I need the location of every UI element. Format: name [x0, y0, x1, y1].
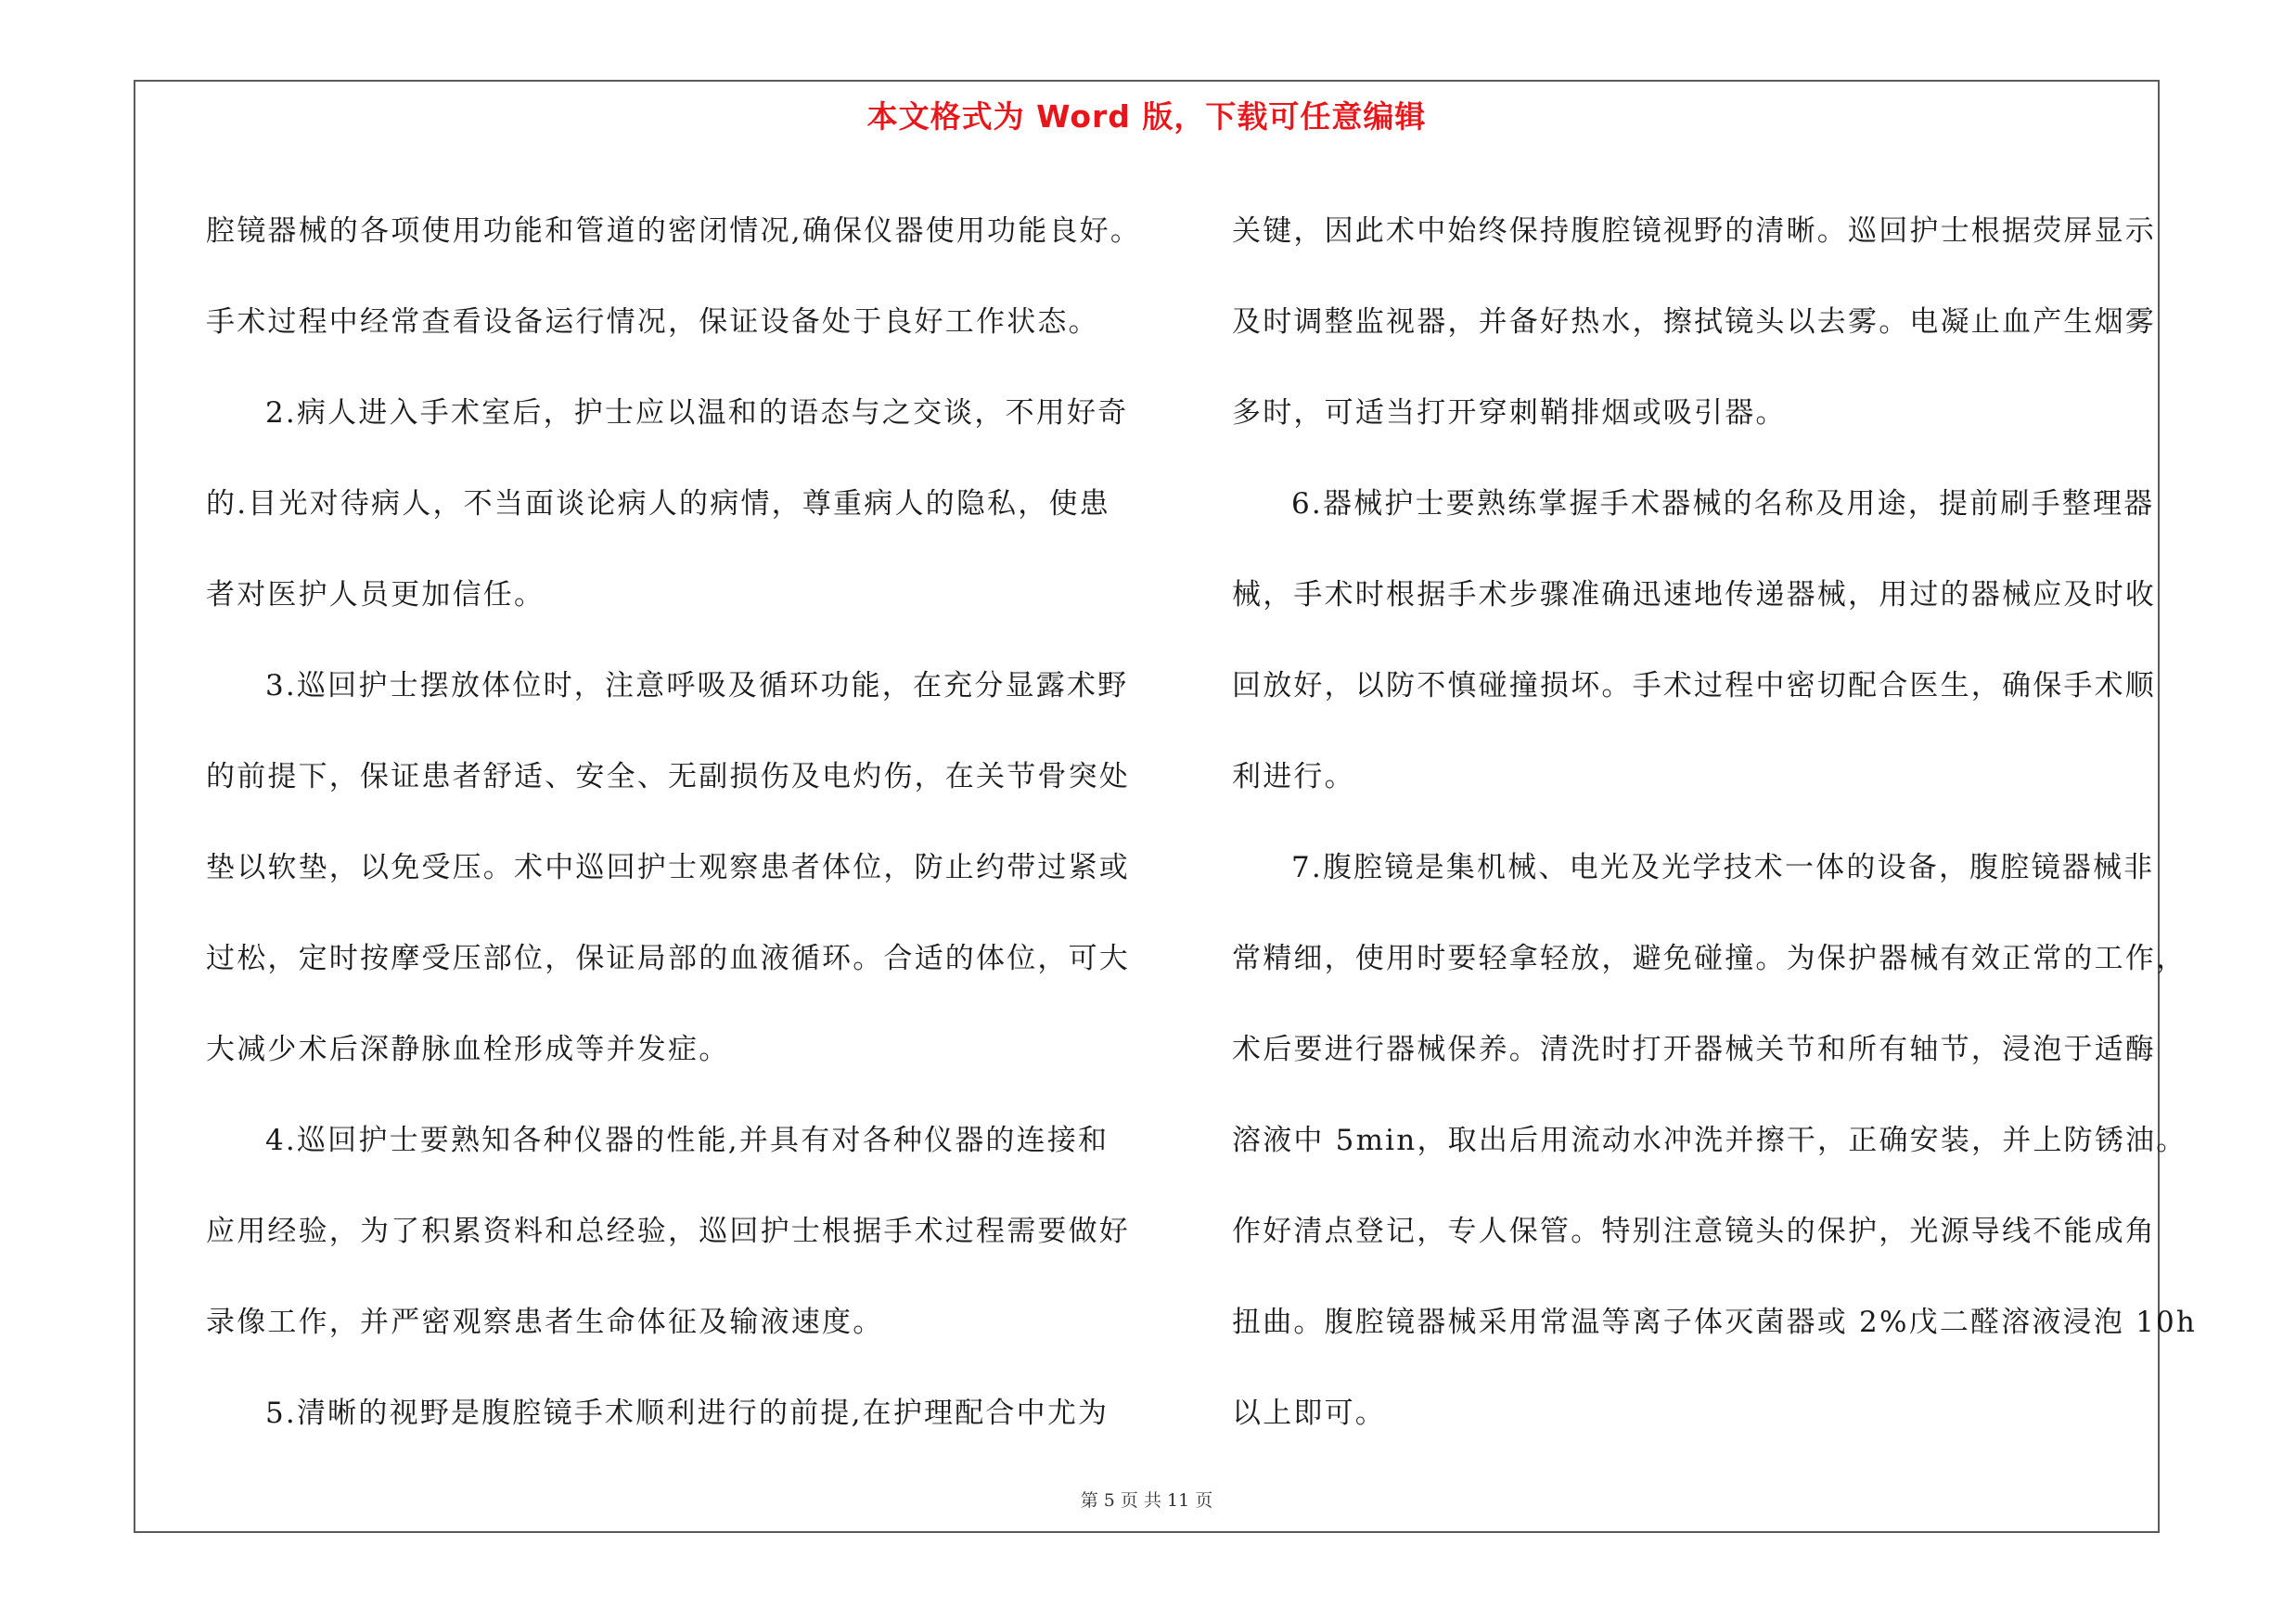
- text-line: 的.目光对待病人，不当面谈论病人的病情，尊重病人的隐私，使患: [206, 487, 1110, 521]
- text-line: 术后要进行器械保养。清洗时打开器械关节和所有轴节，浸泡于适酶: [1232, 1033, 2156, 1066]
- text-line: 大减少术后深静脉血栓形成等并发症。: [206, 1033, 730, 1066]
- text-line: 械，手术时根据手术步骤准确迅速地传递器械，用过的器械应及时收: [1232, 578, 2156, 612]
- text-line: 应用经验，为了积累资料和总经验，巡回护士根据手术过程需要做好: [206, 1215, 1130, 1248]
- text-line: 的前提下，保证患者舒适、安全、无副损伤及电灼伤，在关节骨突处: [206, 760, 1130, 793]
- text-line: 多时，可适当打开穿刺鞘排烟或吸引器。: [1232, 396, 1787, 430]
- text-line: 及时调整监视器，并备好热水，擦拭镜头以去雾。电凝止血产生烟雾: [1232, 305, 2156, 339]
- text-line: 手术过程中经常查看设备运行情况，保证设备处于良好工作状态。: [206, 305, 1099, 339]
- text-line: 6.器械护士要熟练掌握手术器械的名称及用途，提前刷手整理器: [1291, 487, 2155, 521]
- right-text-column: [1232, 186, 2198, 1459]
- text-line: 3.巡回护士摆放体位时，注意呼吸及循环功能，在充分显露术野: [265, 669, 1129, 702]
- text-line: 以上即可。: [1232, 1397, 1386, 1430]
- text-line: 关键，因此术中始终保持腹腔镜视野的清晰。巡回护士根据荧屏显示: [1232, 214, 2156, 248]
- text-line: 扭曲。腹腔镜器械采用常温等离子体灭菌器或 2%戊二醛溶液浸泡 10h: [1232, 1306, 2198, 1339]
- text-line: 4.巡回护士要熟知各种仪器的性能,并具有对各种仪器的连接和: [265, 1124, 1110, 1157]
- text-line: 常精细，使用时要轻拿轻放，避免碰撞。为保护器械有效正常的工作，: [1232, 942, 2187, 975]
- text-line: 录像工作，并严密观察患者生命体征及输液速度。: [206, 1306, 884, 1339]
- text-line: 5.清晰的视野是腹腔镜手术顺利进行的前提,在护理配合中尤为: [265, 1397, 1110, 1430]
- text-line: 垫以软垫，以免受压。术中巡回护士观察患者体位，防止约带过紧或: [206, 851, 1130, 884]
- text-line: 2.病人进入手术室后，护士应以温和的语态与之交谈，不用好奇: [265, 396, 1129, 430]
- text-line: 溶液中 5min，取出后用流动水冲洗并擦干，正确安装，并上防锈油。: [1232, 1124, 2187, 1157]
- text-line: 腔镜器械的各项使用功能和管道的密闭情况,确保仪器使用功能良好。: [206, 214, 1142, 248]
- text-line: 作好清点登记，专人保管。特别注意镜头的保护，光源导线不能成角: [1232, 1215, 2156, 1248]
- text-line: 回放好，以防不慎碰撞损坏。手术过程中密切配合医生，确保手术顺: [1232, 669, 2156, 702]
- text-line: 利进行。: [1232, 760, 1355, 793]
- text-line: 者对医护人员更加信任。: [206, 578, 545, 612]
- format-banner: 本文格式为 Word 版，下载可任意编辑: [866, 98, 1427, 135]
- text-line: 7.腹腔镜是集机械、电光及光学技术一体的设备，腹腔镜器械非: [1291, 851, 2155, 884]
- page-frame: [134, 80, 2198, 1533]
- left-text-column: [206, 186, 1142, 1459]
- page-number-footer: 第 5 页 共 11 页: [1080, 1490, 1213, 1511]
- text-line: 过松，定时按摩受压部位，保证局部的血液循环。合适的体位，可大: [206, 942, 1130, 975]
